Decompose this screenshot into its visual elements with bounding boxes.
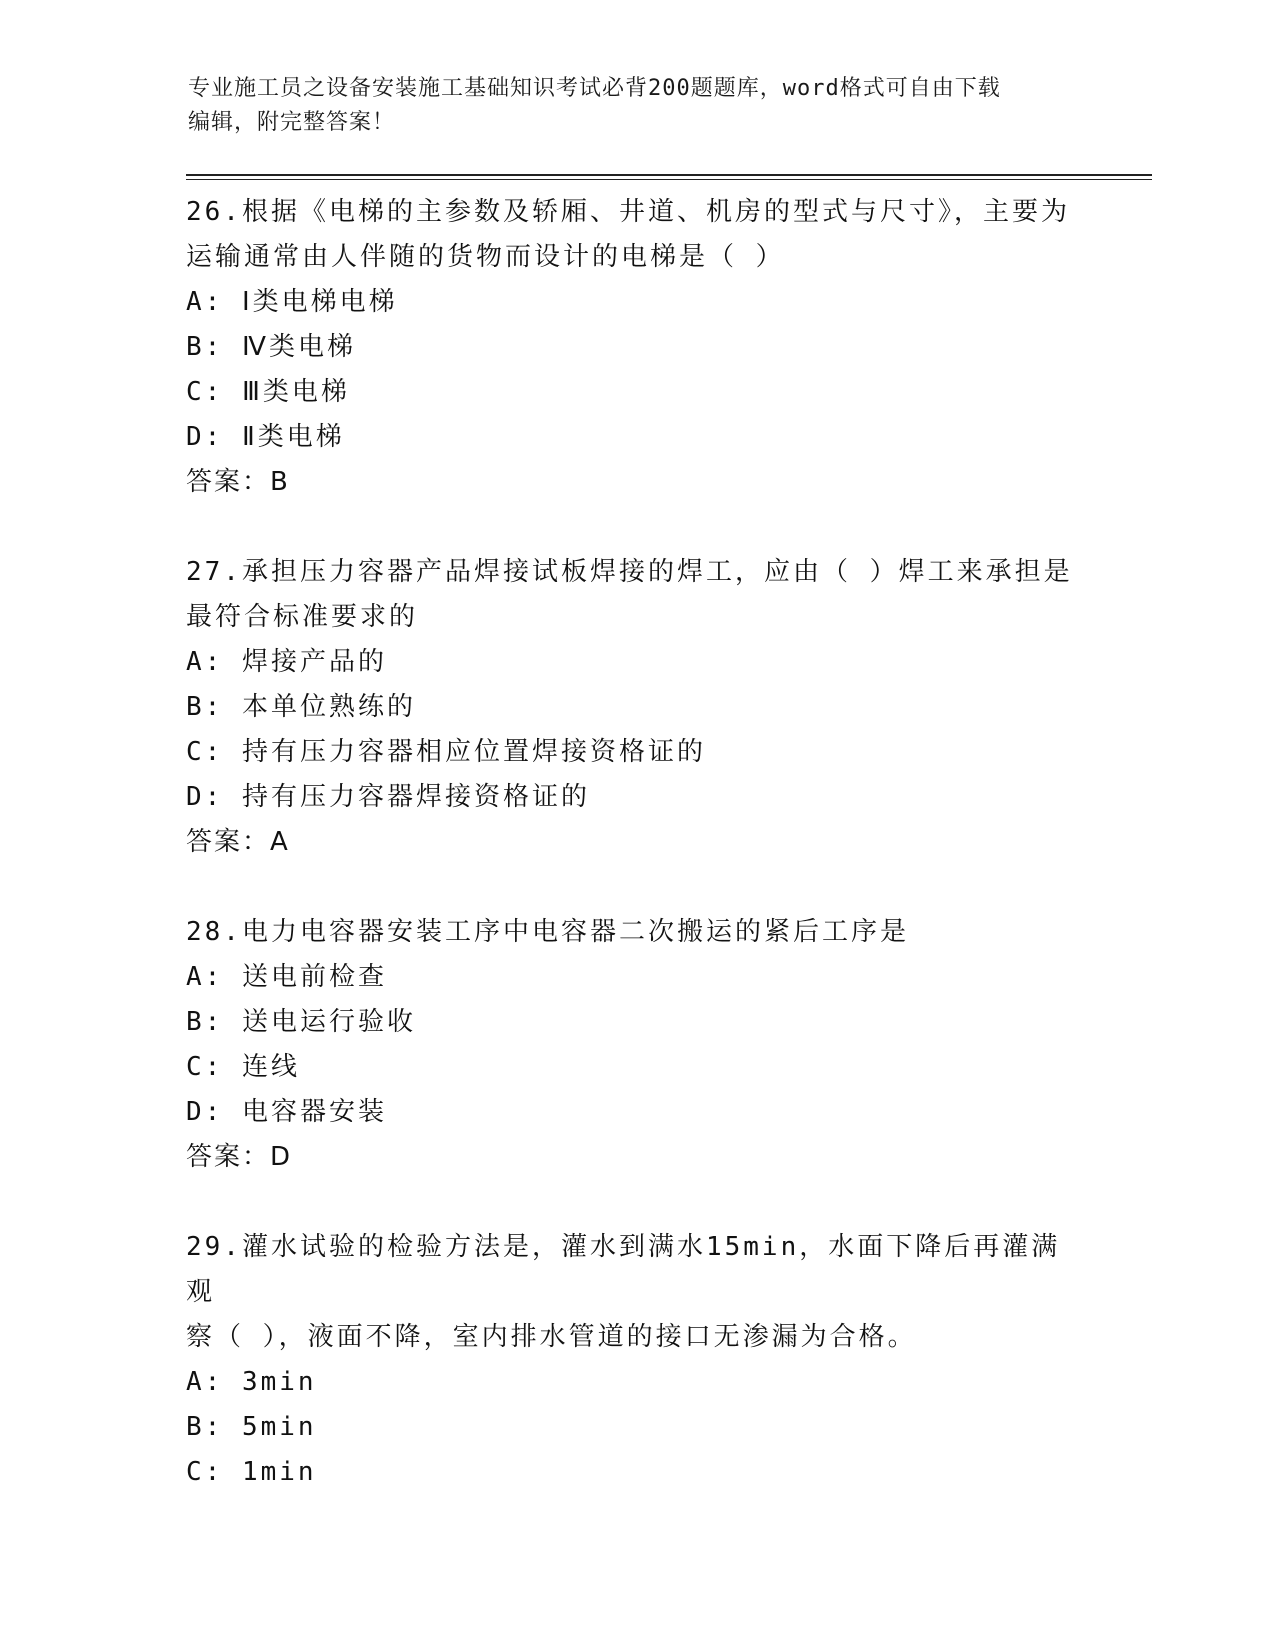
option-c: C: 持有压力容器相应位置焊接资格证的 bbox=[186, 737, 706, 767]
question-spacer bbox=[186, 505, 1086, 550]
option-a: A: 3min bbox=[186, 1367, 317, 1397]
document-header bbox=[188, 72, 1068, 140]
question-stem: 29.灌水试验的检验方法是，灌水到满水15min，水面下降后再灌满观 bbox=[186, 1232, 1061, 1307]
question-stem: 最符合标准要求的 bbox=[186, 602, 419, 632]
option-d: D: Ⅱ类电梯 bbox=[186, 422, 345, 452]
answer: 答案：D bbox=[186, 1142, 293, 1172]
question-26 bbox=[186, 190, 1086, 505]
option-b: B: 送电运行验收 bbox=[186, 1007, 416, 1037]
question-stem: 28.电力电容器安装工序中电容器二次搬运的紧后工序是 bbox=[186, 917, 909, 947]
option-d: D: 电容器安装 bbox=[186, 1097, 387, 1127]
question-spacer bbox=[186, 1180, 1086, 1225]
question-list bbox=[186, 190, 1086, 1495]
question-28 bbox=[186, 910, 1086, 1180]
header-line-1: 专业施工员之设备安装施工基础知识考试必背200题题库，word格式可自由下载 bbox=[188, 76, 1001, 101]
option-b: B: 5min bbox=[186, 1412, 317, 1442]
question-stem: 27.承担压力容器产品焊接试板焊接的焊工，应由（ ）焊工来承担是 bbox=[186, 557, 1073, 587]
answer: 答案：A bbox=[186, 827, 290, 857]
option-a: A: 送电前检查 bbox=[186, 962, 387, 992]
answer: 答案：B bbox=[186, 467, 290, 497]
option-c: C: 连线 bbox=[186, 1052, 300, 1082]
question-27 bbox=[186, 550, 1086, 865]
option-a: A: Ⅰ类电梯电梯 bbox=[186, 287, 398, 317]
option-c: C: Ⅲ类电梯 bbox=[186, 377, 350, 407]
question-stem: 运输通常由人伴随的货物而设计的电梯是（ ） bbox=[186, 242, 785, 272]
question-spacer bbox=[186, 865, 1086, 910]
option-a: A: 焊接产品的 bbox=[186, 647, 387, 677]
header-divider-thin bbox=[186, 179, 1152, 180]
option-d: D: 持有压力容器焊接资格证的 bbox=[186, 782, 590, 812]
option-c: C: 1min bbox=[186, 1457, 317, 1487]
question-29 bbox=[186, 1225, 1086, 1495]
option-b: B: Ⅳ类电梯 bbox=[186, 332, 356, 362]
question-stem: 26.根据《电梯的主参数及轿厢、井道、机房的型式与尺寸》，主要为 bbox=[186, 197, 1070, 227]
header-divider-thick bbox=[186, 174, 1152, 176]
question-stem: 察（ ），液面不降，室内排水管道的接口无渗漏为合格。 bbox=[186, 1322, 917, 1352]
header-line-2: 编辑，附完整答案！ bbox=[188, 110, 396, 135]
option-b: B: 本单位熟练的 bbox=[186, 692, 416, 722]
